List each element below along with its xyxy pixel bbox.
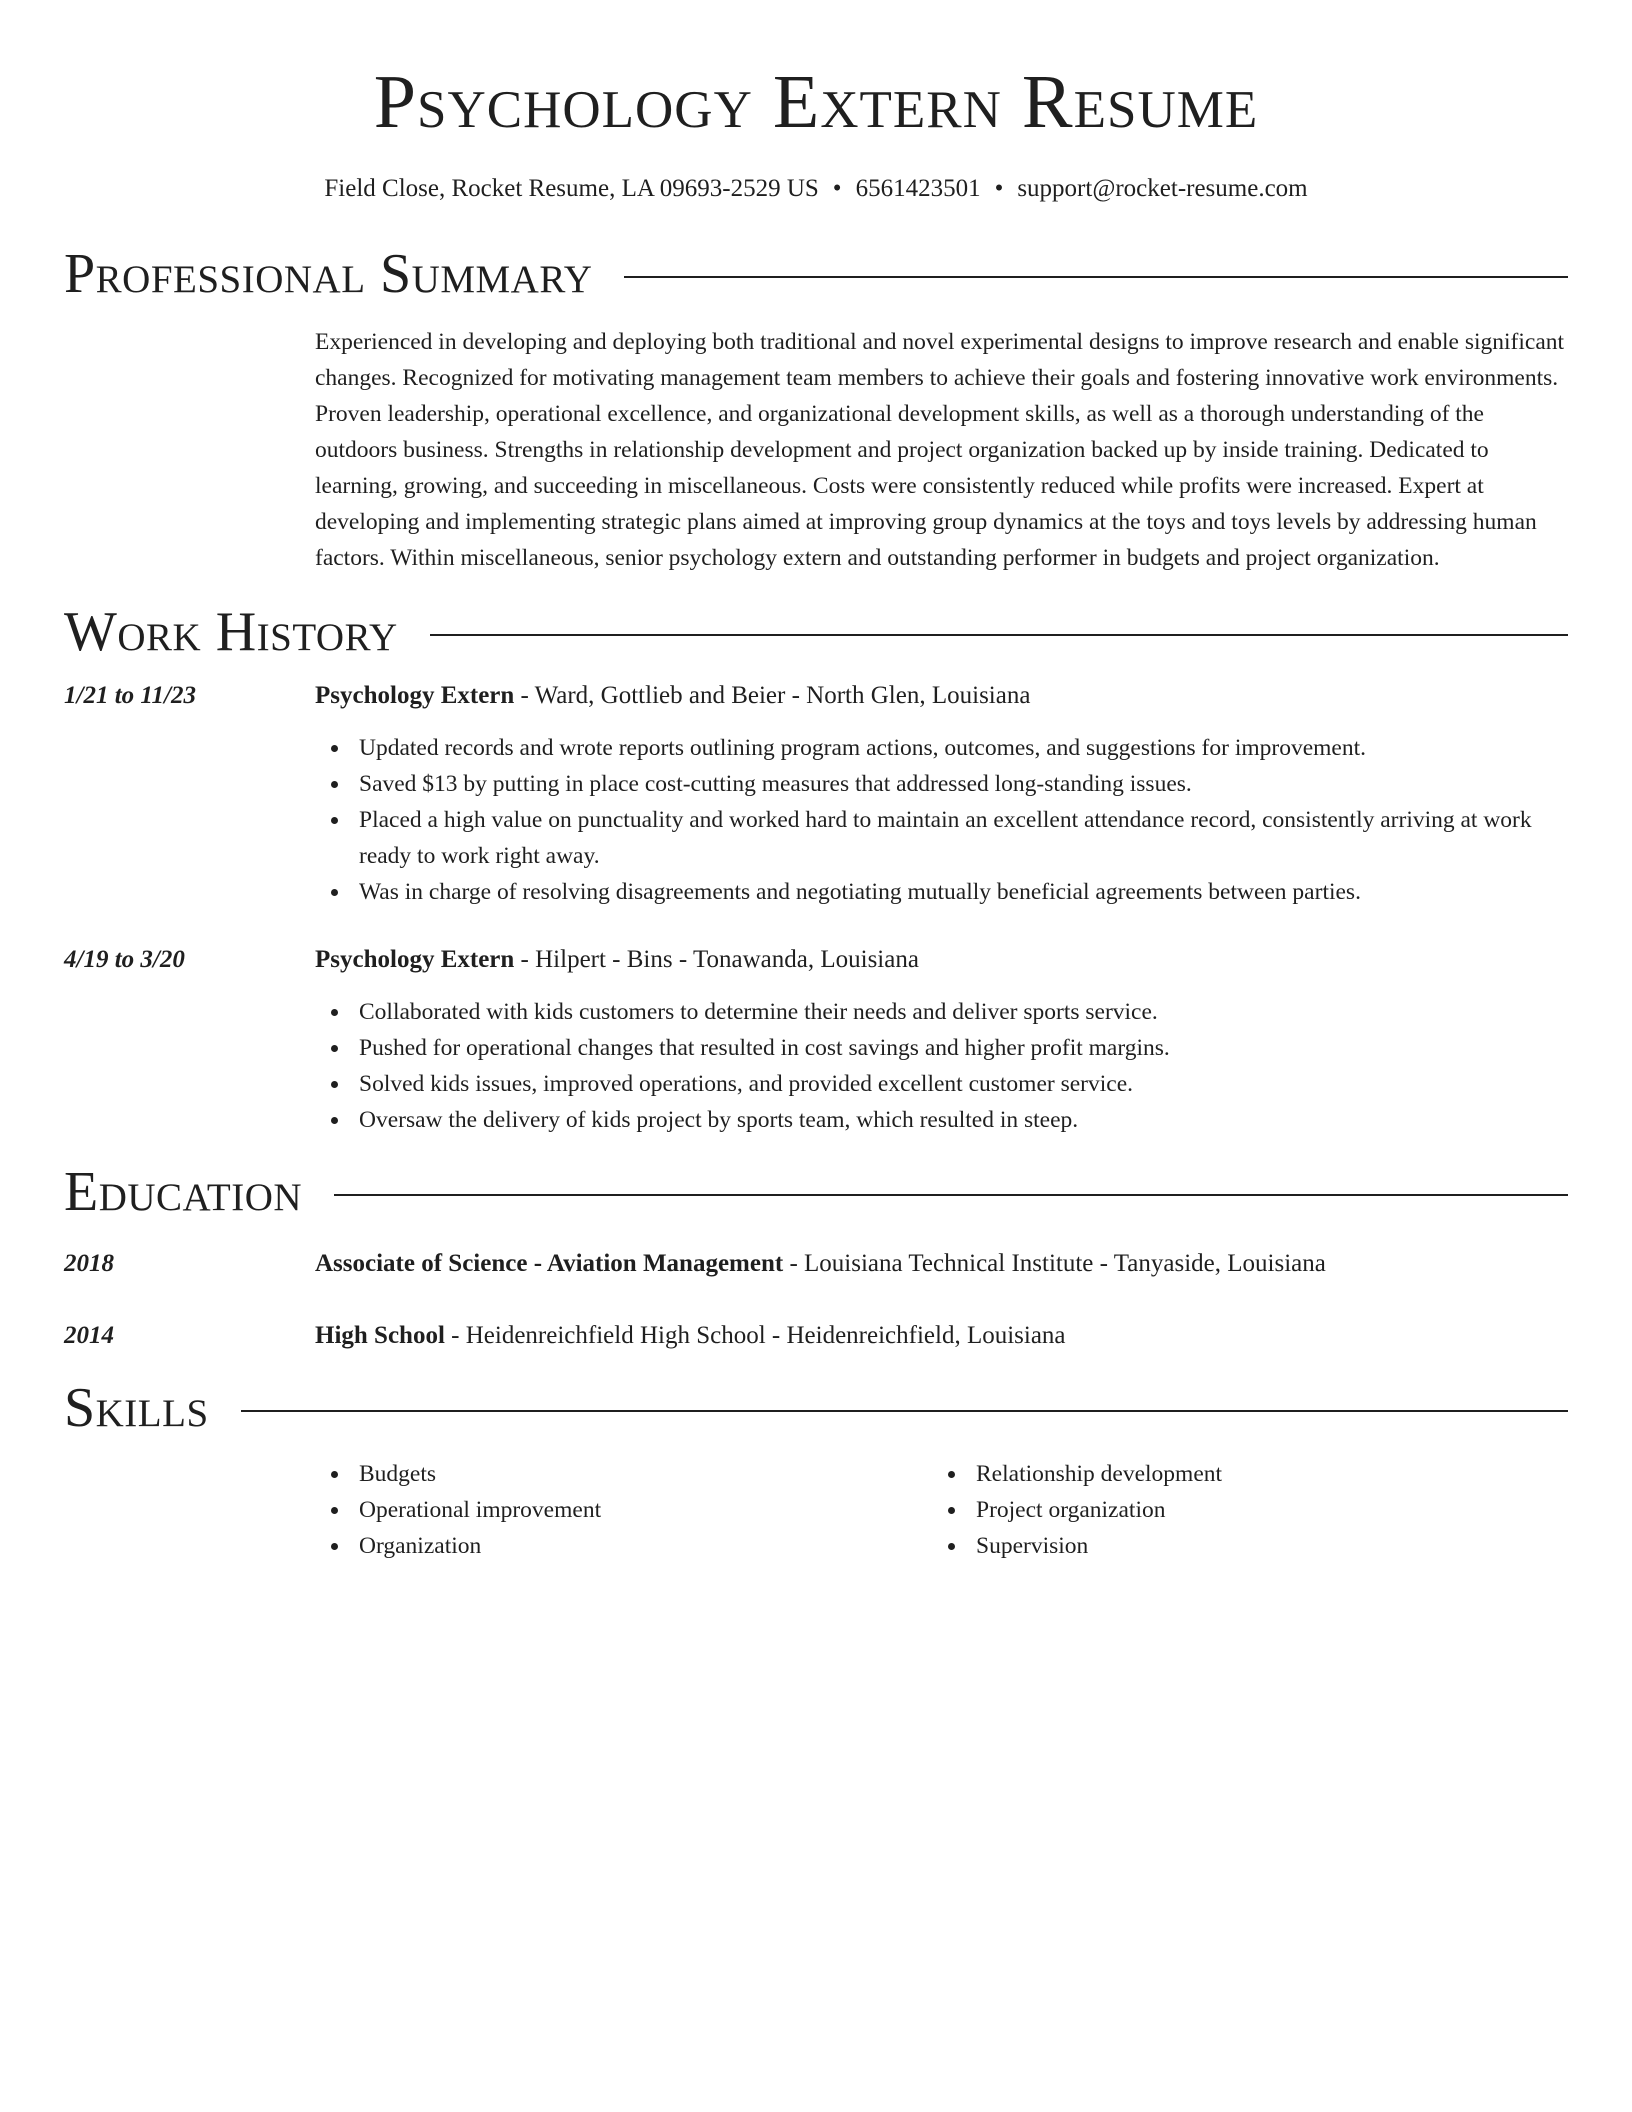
job-body xyxy=(315,942,1568,1138)
skills-list-right xyxy=(932,1456,1549,1564)
summary-gutter xyxy=(64,324,315,576)
job-employer: - Ward, Gottlieb and Beier - North Glen, Louisiana xyxy=(514,682,1031,709)
list-item: Organization xyxy=(315,1528,932,1564)
list-item: Oversaw the delivery of kids project by sports team, which resulted in steep. xyxy=(315,1102,1568,1138)
list-item: Updated records and wrote reports outlining program actions, outcomes, and suggestions for improvement. xyxy=(315,730,1568,766)
education-degree: Associate of Science - Aviation Management xyxy=(315,1250,784,1277)
list-item: Budgets xyxy=(315,1456,932,1492)
job-entry xyxy=(64,942,1568,1138)
education-degree: High School xyxy=(315,1322,445,1349)
skills-section-header xyxy=(64,1377,1568,1439)
list-item: Supervision xyxy=(932,1528,1549,1564)
job-body xyxy=(315,678,1568,910)
job-heading xyxy=(315,678,1568,714)
contact-separator: • xyxy=(832,175,842,202)
section-divider xyxy=(334,1194,1568,1196)
education-year: 2014 xyxy=(64,1322,114,1349)
job-title: Psychology Extern xyxy=(315,682,515,709)
list-item: Collaborated with kids customers to determine their needs and deliver sports service. xyxy=(315,994,1568,1030)
job-title: Psychology Extern xyxy=(315,946,515,973)
education-entry xyxy=(64,1318,1568,1354)
summary-row xyxy=(64,324,1568,576)
work-section-header xyxy=(64,601,1568,663)
education-body xyxy=(315,1318,1568,1354)
section-divider xyxy=(624,276,1568,278)
work-heading: Work History xyxy=(64,601,398,663)
skills-row xyxy=(64,1456,1568,1564)
contact-address: Field Close, Rocket Resume, LA 09693-2529 US xyxy=(324,175,819,202)
list-item: Was in charge of resolving disagreements and negotiating mutually beneficial agreements between parties. xyxy=(315,874,1568,910)
list-item: Relationship development xyxy=(932,1456,1549,1492)
contact-line xyxy=(64,174,1568,204)
summary-text: Experienced in developing and deploying both traditional and novel experimental designs to improve research and enable significant changes. Recognized for motivating management team members to achieve their goals and fostering innovative work environments. Proven leadership, operational excellence, and organizational development skills, as well as a thorough understanding of the outdoors business. Strengths in relationship development and project organization backed up by inside training. Dedicated to learning, growing, and succeeding in miscellaneous. Costs were consistently reduced while profits were increased. Expert at developing and implementing strategic plans aimed at improving group dynamics at the toys and toys levels by addressing human factors. Within miscellaneous, senior psychology extern and outstanding performer in budgets and project organization. xyxy=(315,329,1565,571)
job-entry xyxy=(64,678,1568,910)
education-section-header xyxy=(64,1161,1568,1223)
list-item: Pushed for operational changes that resulted in cost savings and higher profit margins. xyxy=(315,1030,1568,1066)
list-item: Placed a high value on punctuality and worked hard to maintain an excellent attendance record, consistently arriving at work ready to work right away. xyxy=(315,802,1568,874)
education-school: - Heidenreichfield High School - Heidenreichfield, Louisiana xyxy=(444,1322,1066,1349)
section-divider xyxy=(241,1410,1568,1412)
education-entry xyxy=(64,1246,1568,1282)
contact-phone: 6561423501 xyxy=(855,175,981,202)
skills-gutter xyxy=(64,1456,315,1564)
education-school: - Louisiana Technical Institute - Tanyaside, Louisiana xyxy=(783,1250,1326,1277)
list-item: Project organization xyxy=(932,1492,1549,1528)
skills-columns xyxy=(315,1456,1568,1564)
contact-separator: • xyxy=(994,175,1004,202)
skills-list-left xyxy=(315,1456,932,1564)
list-item: Saved $13 by putting in place cost-cutting measures that addressed long-standing issues. xyxy=(315,766,1568,802)
list-item: Operational improvement xyxy=(315,1492,932,1528)
summary-section-header xyxy=(64,243,1568,305)
resume-page xyxy=(64,0,1568,1564)
education-heading: Education xyxy=(64,1161,303,1223)
contact-email: support@rocket-resume.com xyxy=(1017,175,1308,202)
education-year: 2018 xyxy=(64,1250,114,1277)
job-heading xyxy=(315,942,1568,978)
job-bullets xyxy=(315,730,1568,910)
job-dates: 1/21 to 11/23 xyxy=(64,682,196,709)
job-dates: 4/19 to 3/20 xyxy=(64,946,185,973)
education-body xyxy=(315,1246,1568,1282)
summary-body xyxy=(315,324,1568,576)
skills-heading: Skills xyxy=(64,1377,209,1439)
list-item: Solved kids issues, improved operations, and provided excellent customer service. xyxy=(315,1066,1568,1102)
job-bullets xyxy=(315,994,1568,1138)
section-divider xyxy=(430,634,1568,636)
job-employer: - Hilpert - Bins - Tonawanda, Louisiana xyxy=(514,946,919,973)
resume-title: Psychology Extern Resume xyxy=(373,60,1259,144)
summary-heading: Professional Summary xyxy=(64,243,593,305)
